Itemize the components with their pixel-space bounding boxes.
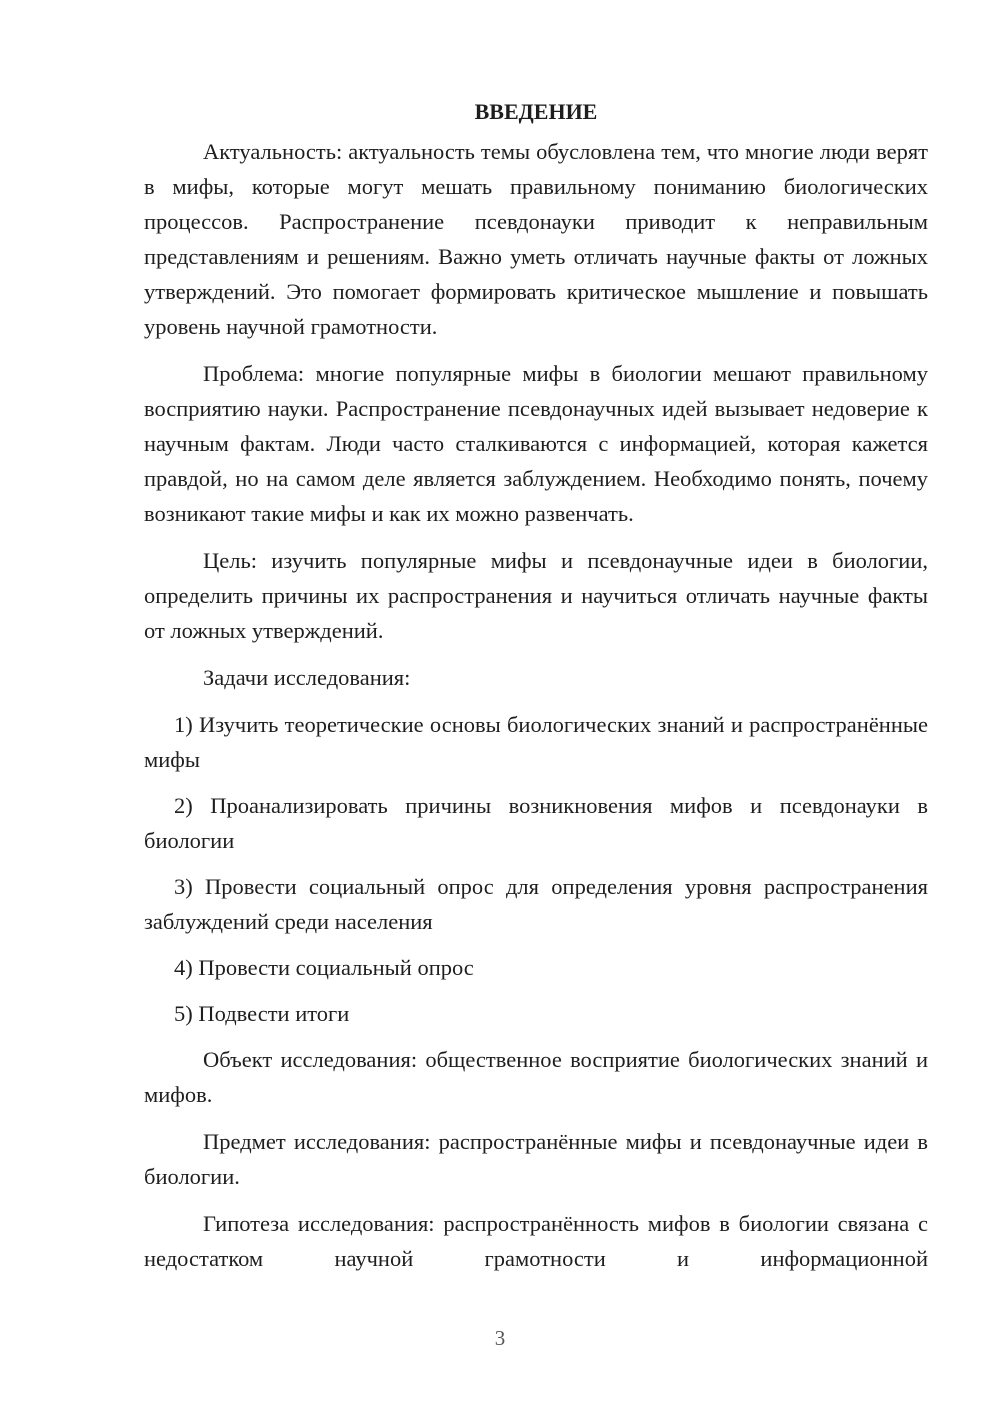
hypothesis-paragraph: Гипотеза исследования: распространённость мифов в биологии связана с недостатком научной грамотности и информационной [144, 1211, 928, 1271]
tasks-title: Задачи исследования: [203, 665, 411, 690]
task-item-4: 4) Провести социальный опрос [174, 955, 474, 980]
goal-paragraph: Цель: изучить популярные мифы и псевдонаучные идеи в биологии, определить причины их распространения и научиться отличать научные факты от ложных утверждений. [144, 548, 928, 643]
task-item-2: 2) Проанализировать причины возникновения мифов и псевдонауки в биологии [144, 793, 928, 853]
object-paragraph: Объект исследования: общественное восприятие биологических знаний и мифов. [144, 1047, 928, 1107]
problem-paragraph: Проблема: многие популярные мифы в биологии мешают правильному восприятию науки. Распространение псевдонаучных идей вызывает недоверие к научным фактам. Люди часто сталкиваются с информацией, которая кажется правдой, но на самом деле является заблуждением. Необходимо понять, почему возникают такие мифы и как их можно развенчать. [144, 361, 928, 526]
task-item-3: 3) Провести социальный опрос для определения уровня распространения заблуждений среди населения [144, 874, 928, 934]
page-body [144, 94, 928, 1276]
subject-paragraph: Предмет исследования: распространённые мифы и псевдонаучные идеи в биологии. [144, 1129, 928, 1189]
relevance-paragraph: Актуальность: актуальность темы обусловлена тем, что многие люди верят в мифы, которые могут мешать правильному пониманию биологических процессов. Распространение псевдонауки приводит к неправильным представлениям и решениям. Важно уметь отличать научные факты от ложных утверждений. Это помогает формировать критическое мышление и повышать уровень научной грамотности. [144, 139, 928, 339]
section-heading: ВВЕДЕНИЕ [474, 99, 598, 124]
task-item-5: 5) Подвести итоги [174, 1001, 350, 1026]
page-number: 3 [494, 1326, 506, 1350]
task-item-1: 1) Изучить теоретические основы биологических знаний и распространённые мифы [144, 712, 928, 772]
